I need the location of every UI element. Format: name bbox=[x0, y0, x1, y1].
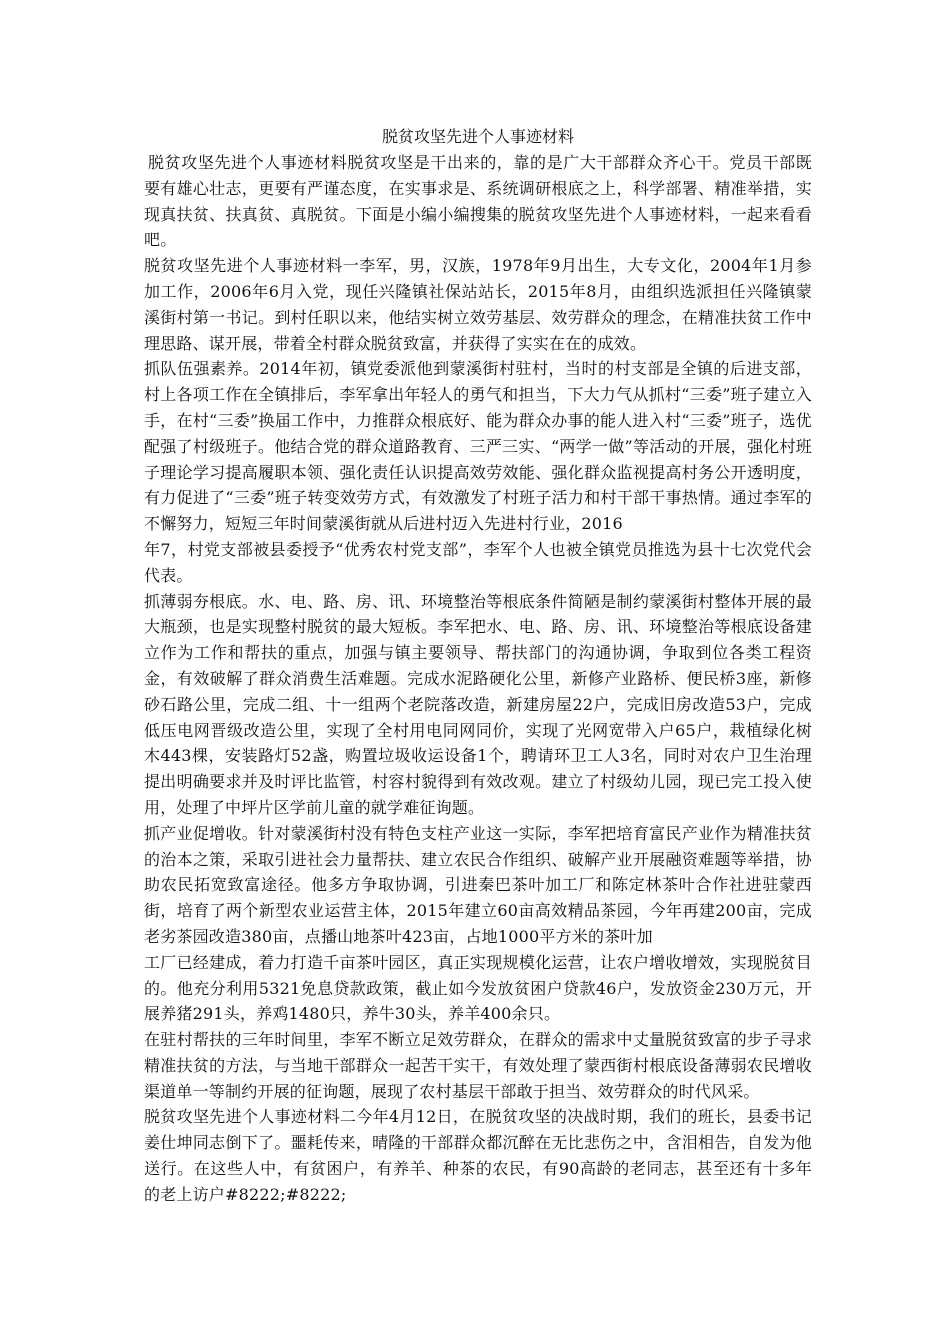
document-title: 脱贫攻坚先进个人事迹材料 bbox=[381, 127, 574, 146]
paragraph-team-building: 抓队伍强素养。2014年初，镇党委派他到蒙溪街村驻村，当时的村支部是全镇的后进支部，村上各项工作在全镇排后，李军拿出年轻人的勇气和担当，下大力气从抓村“三委”班子建立入手，在村“三委”换届工作中，力推群众根底好、能为群众办事的能人进入村“三委”班子，选优配强了村级班子。他结合党的群众道路教育、三严三实、“两学一做”等活动的开展，强化村班子理论学习提高履职本领、强化责任认识提高效劳效能、强化群众监视提高村务公开透明度，有力促进了“三委”班子转变效劳方式，有效激发了村班子活力和村干部干事热情。通过李军的不懈努力，短短三年时间蒙溪街就从后进村迈入先进村行业，2016 bbox=[144, 359, 812, 534]
paragraph-material-two: 脱贫攻坚先进个人事迹材料二今年4月12日，在脱贫攻坚的决战时期，我们的班长，县委书记姜仕坤同志倒下了。噩耗传来，晴隆的干部群众都沉醉在无比悲伤之中，含泪相告，自发为他送行。在这些人中，有贫困户，有养羊、种茶的农民，有90高龄的老同志，甚至还有十多年的老上访户#8222;#8222; bbox=[144, 1107, 812, 1204]
document-page bbox=[144, 124, 812, 1208]
paragraph-infrastructure: 抓薄弱夯根底。水、电、路、房、讯、环境整治等根底条件简陋是制约蒙溪街村整体开展的最大瓶颈，也是实现整村脱贫的最大短板。李军把水、电、路、房、讯、环境整治等根底设备建立作为工作和帮扶的重点，加强与镇主要领导、帮扶部门的沟通协调，争取到位各类工程资金，有效破解了群众消费生活难题。完成水泥路硬化公里，新修产业路桥、便民桥3座，新修砂石路公里，完成二组、十一组两个老院落改造，新建房屋22户，完成旧房改造53户，完成低压电网晋级改造公里，实现了全村用电同网同价，实现了光网宽带入户65户，栽植绿化树木443棵，安装路灯52盏，购置垃圾收运设备1个，聘请环卫工人3名，同时对农户卫生治理提出明确要求并及时评比监管，村容村貌得到有效改观。建立了村级幼儿园，现已完工投入使用，处理了中坪片区学前儿童的就学难征询题。 bbox=[144, 591, 812, 817]
paragraph-material-one: 脱贫攻坚先进个人事迹材料一李军，男，汉族，1978年9月出生，大专文化，2004年1月参加工作，2006年6月入党，现任兴隆镇社保站站长，2015年8月，由组织选派担任兴隆镇蒙溪街村第一书记。到村任职以来，他结实树立效劳基层、效劳群众的理念，在精准扶贫工作中理思路、谋开展，带着全村群众脱贫致富，并获得了实实在在的成效。 bbox=[144, 256, 812, 353]
paragraph-industry: 抓产业促增收。针对蒙溪街村没有特色支柱产业这一实际，李军把培育富民产业作为精准扶贫的治本之策，采取引进社会力量帮扶、建立农民合作组织、破解产业开展融资难题等举措，协助农民拓宽致富途径。他多方争取协调，引进秦巴茶叶加工厂和陈定林茶叶合作社进驻蒙西街，培育了两个新型农业运营主体，2015年建立60亩高效精品茶园，今年再建200亩，完成老劣茶园改造380亩，点播山地茶叶423亩，占地1000平方米的茶叶加 bbox=[144, 823, 812, 946]
paragraph-intro: 脱贫攻坚先进个人事迹材料脱贫攻坚是干出来的，靠的是广大干部群众齐心干。党员干部既要有雄心壮志，更要有严谨态度，在实事求是、系统调研根底之上，科学部署、精准举措，实现真扶贫、扶真贫、真脱贫。下面是小编小编搜集的脱贫攻坚先进个人事迹材料，一起来看看吧。 bbox=[144, 153, 812, 250]
paragraph-industry-cont: 工厂已经建成，着力打造千亩茶叶园区，真正实现规模化运营，让农户增收增效，实现脱贫目的。他充分利用5321免息贷款政策，截止如今发放贫困户贷款46户，发放资金230万元，开展养猪291头，养鸡1480只，养牛30头，养羊400余只。 bbox=[144, 952, 812, 1024]
paragraph-award: 年7，村党支部被县委授予“优秀农村党支部”，李军个人也被全镇党员推选为县十七次党代会代表。 bbox=[144, 539, 812, 585]
paragraph-summary: 在驻村帮扶的三年时间里，李军不断立足效劳群众，在群众的需求中丈量脱贫致富的步子寻求精准扶贫的方法，与当地干部群众一起苦干实干，有效处理了蒙西街村根底设备薄弱农民增收渠道单一等制约开展的征询题，展现了农村基层干部敢于担当、效劳群众的时代风采。 bbox=[144, 1030, 812, 1101]
